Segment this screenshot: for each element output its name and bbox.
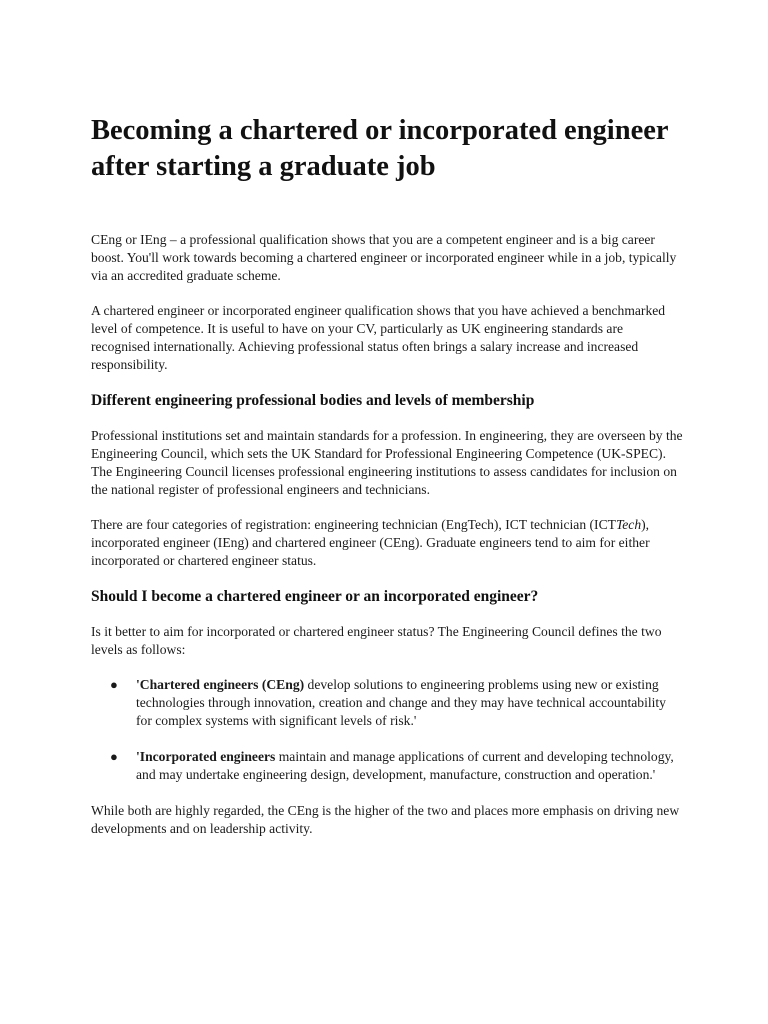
intro-paragraph-1: CEng or IEng – a professional qualification shows that you are a competent engineer and is a big career boost. You'll work towards becoming a chartered engineer or incorporated engineer while in a job, typically via an accredited graduate scheme. [91, 232, 677, 283]
section-heading-ceng-vs-ieng: Should I become a chartered engineer or an incorporated engineer? [91, 588, 539, 605]
ceng-vs-ieng-paragraph-2: While both are highly regarded, the CEng is the higher of the two and places more emphasis on driving new developments and on leadership activity. [91, 803, 680, 836]
list-item [110, 748, 683, 784]
definition-text: maintain and manage applications of current and developing technology, and may undertake engineering design, development, manufacture, construction and operation.' [136, 749, 674, 782]
document-page [91, 113, 683, 855]
definition-term: 'Chartered engineers (CEng) [136, 677, 305, 692]
definition-list [91, 676, 683, 784]
section-heading-professional-bodies: Different engineering professional bodies and levels of membership [91, 392, 535, 409]
list-item [110, 676, 683, 730]
professional-bodies-paragraph-2 [91, 516, 683, 570]
registration-text-part-1: There are four categories of registration: engineering technician (EngTech), ICT technician (ICT [91, 517, 616, 532]
registration-text-part-2: ), incorporated engineer (IEng) and chartered engineer (CEng). Graduate engineers tend to aim for either incorporated or chartered engineer status. [91, 517, 650, 568]
professional-bodies-paragraph-1: Professional institutions set and maintain standards for a profession. In engineering, they are overseen by the Engineering Council, which sets the UK Standard for Professional Engineering Competence (UK-SPEC). The Engineering Council licenses professional engineering institutions to assess candidates for inclusion on the national register of professional engineers and technicians. [91, 428, 683, 497]
bullet-icon: ● [110, 749, 118, 764]
ceng-vs-ieng-paragraph-1: Is it better to aim for incorporated or chartered engineer status? The Engineering Council defines the two levels as follows: [91, 624, 662, 657]
intro-paragraph-2: A chartered engineer or incorporated engineer qualification shows that you have achieved a benchmarked level of competence. It is useful to have on your CV, particularly as UK engineering standards are recognised internationally. Achieving professional status often brings a salary increase and increased responsibility. [91, 303, 666, 372]
page-title: Becoming a chartered or incorporated engineer after starting a graduate job [91, 115, 669, 182]
registration-text-italic: Tech [615, 517, 642, 532]
bullet-icon: ● [110, 677, 118, 692]
definition-text: develop solutions to engineering problems using new or existing technologies through innovation, creation and change and they may have technical accountability for complex systems with significant levels of risk.' [136, 677, 666, 728]
definition-term: 'Incorporated engineers [136, 749, 276, 764]
